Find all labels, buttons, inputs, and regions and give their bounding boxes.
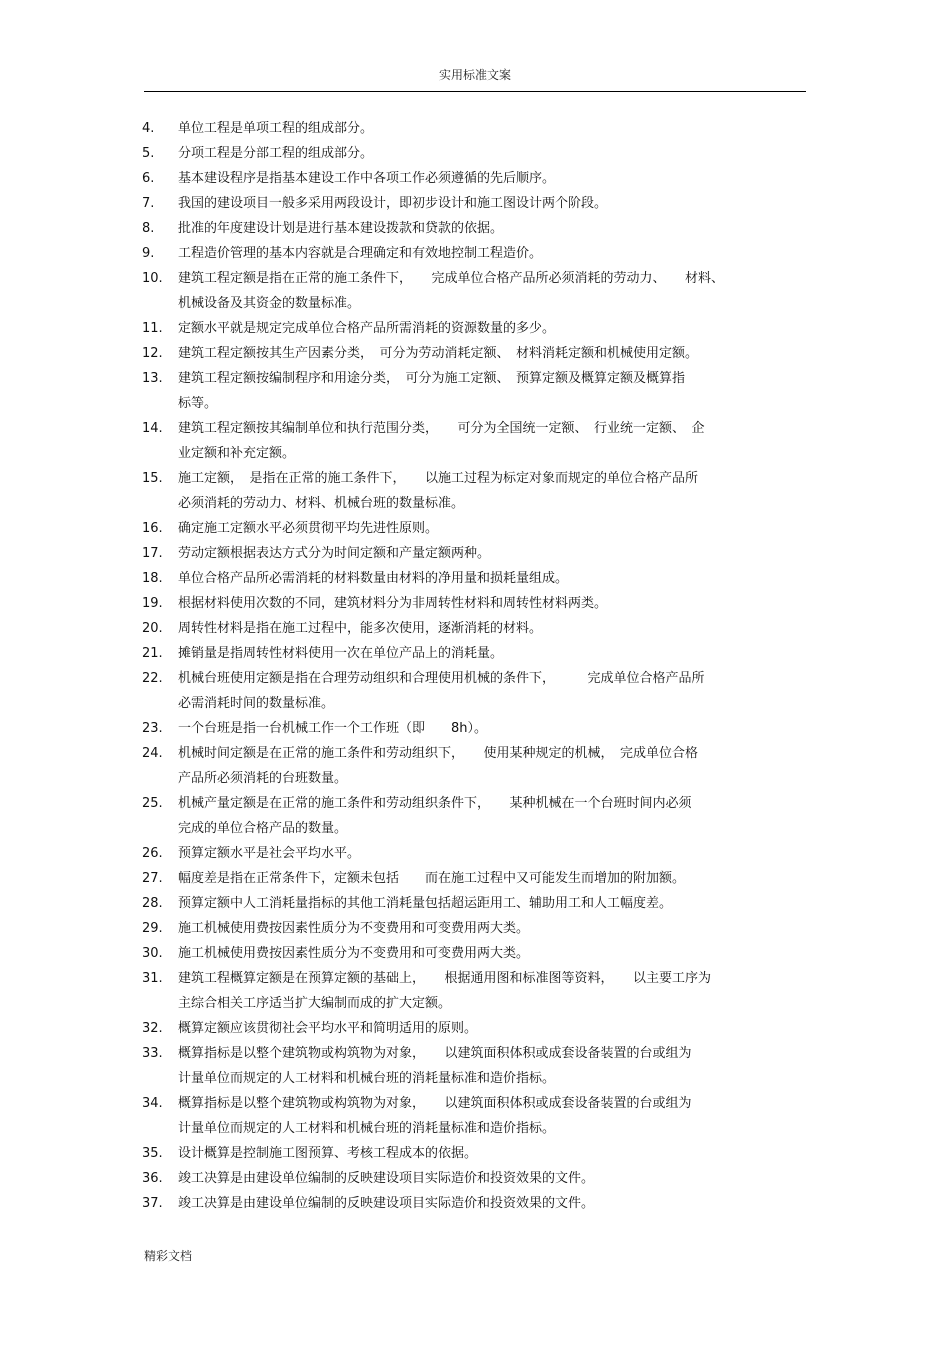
item-number: 27. [142,871,163,886]
item-text [178,716,808,741]
item-line: 计量单位而规定的人工材料和机械台班的消耗量标准和造价指标。 [178,1121,556,1136]
item-line: 概算定额应该贯彻社会平均水平和简明适用的原则。 [178,1021,478,1036]
list-item [142,791,808,841]
item-line: 工程造价管理的基本内容就是合理确定和有效地控制工程造价。 [178,246,543,261]
list-item [142,541,808,566]
list-item [142,166,808,191]
item-text [178,866,808,891]
item-text [178,841,808,866]
item-text [178,666,808,716]
list-item [142,1091,808,1141]
list-item [142,616,808,641]
item-text [178,1166,808,1191]
list-item [142,566,808,591]
item-number: 12. [142,346,163,361]
item-number: 31. [142,971,163,986]
list-item [142,891,808,916]
item-text [178,191,808,216]
item-number: 34. [142,1096,163,1111]
item-line: 确定施工定额水平必须贯彻平均先进性原则。 [178,521,439,536]
list-item [142,416,808,466]
item-line: 建筑工程定额是指在正常的施工条件下， 完成单位合格产品所必须消耗的劳动力、 材料、 [178,271,725,286]
item-number: 6. [142,171,155,186]
item-line: 产品所必须消耗的台班数量。 [178,771,348,786]
header-rule [144,91,806,92]
list-item [142,316,808,341]
item-text [178,141,808,166]
item-line: 必需消耗时间的数量标准。 [178,696,335,711]
item-line: 根据材料使用次数的不同，建筑材料分为非周转性材料和周转性材料两类。 [178,596,608,611]
item-line: 预算定额水平是社会平均水平。 [178,846,361,861]
item-number: 9. [142,246,155,261]
item-text [178,266,808,316]
item-number: 4. [142,121,155,136]
item-number: 32. [142,1021,163,1036]
item-number: 13. [142,371,163,386]
list-item [142,941,808,966]
item-line: 单位工程是单项工程的组成部分。 [178,121,374,136]
list-item [142,841,808,866]
item-text [178,216,808,241]
item-line: 概算指标是以整个建筑物或构筑物为对象， 以建筑面积体积或成套设备装置的台或组为 [178,1096,692,1111]
list-item [142,866,808,891]
item-line: 竣工决算是由建设单位编制的反映建设项目实际造价和投资效果的文件。 [178,1196,595,1211]
item-line: 劳动定额根据表达方式分为时间定额和产量定额两种。 [178,546,491,561]
item-line: 竣工决算是由建设单位编制的反映建设项目实际造价和投资效果的文件。 [178,1171,595,1186]
item-text [178,641,808,666]
item-line: 计量单位而规定的人工材料和机械台班的消耗量标准和造价指标。 [178,1071,556,1086]
item-line: 设计概算是控制施工图预算、考核工程成本的依据。 [178,1146,478,1161]
list-item [142,116,808,141]
item-text [178,1016,808,1041]
item-line: 机械产量定额是在正常的施工条件和劳动组织条件下， 某种机械在一个台班时间内必须 [178,796,692,811]
item-text [178,341,808,366]
item-line: 分项工程是分部工程的组成部分。 [178,146,374,161]
item-text [178,791,808,841]
item-line: 施工机械使用费按因素性质分为不变费用和可变费用两大类。 [178,946,530,961]
item-line: 机械时间定额是在正常的施工条件和劳动组织下， 使用某种规定的机械， 完成单位合格 [178,746,699,761]
list-item [142,141,808,166]
item-line: 幅度差是指在正常条件下，定额未包括 而在施工过程中又可能发生而增加的附加额。 [178,871,686,886]
item-number: 30. [142,946,163,961]
item-line: 建筑工程定额按其生产因素分类， 可分为劳动消耗定额、 材料消耗定额和机械使用定额。 [178,346,699,361]
list-item [142,1016,808,1041]
list-item [142,366,808,416]
item-number: 11. [142,321,163,336]
item-text [178,416,808,466]
list-item [142,1166,808,1191]
list-item [142,591,808,616]
list-item [142,1191,808,1216]
item-line: 预算定额中人工消耗量指标的其他工消耗量包括超运距用工、辅助用工和人工幅度差。 [178,896,673,911]
numbered-list [142,116,808,1216]
item-text [178,891,808,916]
item-line: 完成的单位合格产品的数量。 [178,821,348,836]
list-item [142,466,808,516]
item-number: 7. [142,196,155,211]
item-line: 一个台班是指一台机械工作一个工作班（即 8h）。 [178,721,488,736]
item-text [178,916,808,941]
item-number: 18. [142,571,163,586]
item-number: 28. [142,896,163,911]
item-text [178,591,808,616]
item-number: 21. [142,646,163,661]
item-text [178,966,808,1016]
list-item [142,241,808,266]
list-item [142,216,808,241]
item-line: 基本建设程序是指基本建设工作中各项工作必须遵循的先后顺序。 [178,171,556,186]
list-item [142,641,808,666]
item-line: 施工定额， 是指在正常的施工条件下， 以施工过程为标定对象而规定的单位合格产品所 [178,471,699,486]
list-item [142,1141,808,1166]
item-number: 15. [142,471,163,486]
item-number: 26. [142,846,163,861]
list-item [142,741,808,791]
item-text [178,541,808,566]
item-number: 16. [142,521,163,536]
item-number: 29. [142,921,163,936]
item-text [178,366,808,416]
item-number: 20. [142,621,163,636]
item-number: 8. [142,221,155,236]
item-number: 14. [142,421,163,436]
item-text [178,1091,808,1141]
item-line: 主综合相关工序适当扩大编制而成的扩大定额。 [178,996,452,1011]
item-number: 25. [142,796,163,811]
item-line: 我国的建设项目一般多采用两段设计，即初步设计和施工图设计两个阶段。 [178,196,608,211]
item-text [178,566,808,591]
item-text [178,1141,808,1166]
item-text [178,516,808,541]
item-text [178,941,808,966]
item-line: 建筑工程定额按编制程序和用途分类， 可分为施工定额、 预算定额及概算定额及概算指 [178,371,686,386]
item-line: 定额水平就是规定完成单位合格产品所需消耗的资源数量的多少。 [178,321,556,336]
item-number: 17. [142,546,163,561]
item-text [178,241,808,266]
item-line: 机械设备及其资金的数量标准。 [178,296,361,311]
list-item [142,191,808,216]
item-line: 建筑工程定额按其编制单位和执行范围分类， 可分为全国统一定额、 行业统一定额、 企 [178,421,705,436]
item-number: 37. [142,1196,163,1211]
item-number: 5. [142,146,155,161]
page-footer: 精彩文档 [144,1249,193,1263]
item-line: 标等。 [178,396,218,411]
item-line: 概算指标是以整个建筑物或构筑物为对象， 以建筑面积体积或成套设备装置的台或组为 [178,1046,692,1061]
list-item [142,516,808,541]
item-number: 33. [142,1046,163,1061]
item-text [178,316,808,341]
list-item [142,916,808,941]
list-item [142,716,808,741]
item-number: 36. [142,1171,163,1186]
item-text [178,116,808,141]
item-text [178,616,808,641]
item-text [178,1041,808,1091]
list-item [142,666,808,716]
item-number: 10. [142,271,163,286]
item-line: 机械台班使用定额是指在合理劳动组织和合理使用机械的条件下， 完成单位合格产品所 [178,671,705,686]
item-text [178,741,808,791]
list-item [142,966,808,1016]
item-number: 24. [142,746,163,761]
item-line: 业定额和补充定额。 [178,446,296,461]
item-line: 批准的年度建设计划是进行基本建设拨款和贷款的依据。 [178,221,504,236]
item-number: 35. [142,1146,163,1161]
item-text [178,166,808,191]
list-item [142,341,808,366]
item-line: 单位合格产品所必需消耗的材料数量由材料的净用量和损耗量组成。 [178,571,569,586]
item-line: 施工机械使用费按因素性质分为不变费用和可变费用两大类。 [178,921,530,936]
item-number: 22. [142,671,163,686]
item-line: 必须消耗的劳动力、材料、机械台班的数量标准。 [178,496,465,511]
list-item [142,1041,808,1091]
item-number: 19. [142,596,163,611]
item-number: 23. [142,721,163,736]
item-line: 周转性材料是指在施工过程中，能多次使用，逐渐消耗的材料。 [178,621,543,636]
item-text [178,466,808,516]
page-header: 实用标准文案 [438,68,511,82]
item-line: 建筑工程概算定额是在预算定额的基础上， 根据通用图和标准图等资料， 以主要工序为 [178,971,712,986]
list-item [142,266,808,316]
item-text [178,1191,808,1216]
item-line: 摊销量是指周转性材料使用一次在单位产品上的消耗量。 [178,646,504,661]
